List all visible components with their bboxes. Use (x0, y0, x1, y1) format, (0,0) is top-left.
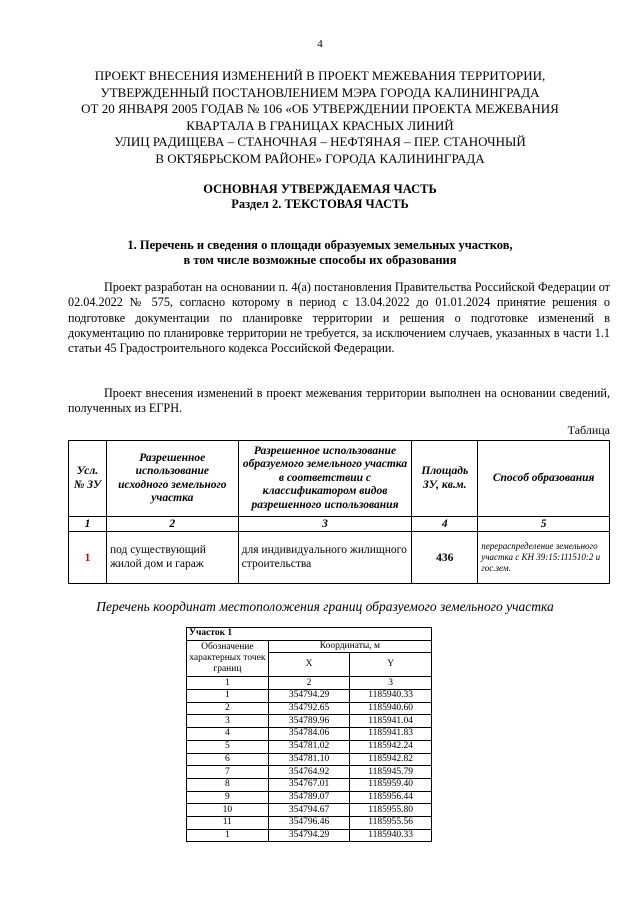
source-use: под существующий жилой дом и гараж (106, 532, 238, 584)
plot-label: Участок 1 (187, 628, 432, 641)
point-number: 1 (187, 690, 269, 703)
coord-x: 354789.96 (268, 715, 350, 728)
table-row (187, 791, 432, 804)
table-row (187, 778, 432, 791)
coord-x: 354767.01 (268, 778, 350, 791)
designation-label: Обозначение характерных точек границ (187, 640, 269, 677)
table-row (187, 740, 432, 753)
header-new-use: Разрешенное использование образуемого земельного участка в соответствии с классификатором видов разрешенного использования (238, 441, 412, 517)
table-row (187, 728, 432, 741)
coord-x: 354784.06 (268, 728, 350, 741)
coord-y: 1185940.33 (350, 690, 432, 703)
point-number: 7 (187, 766, 269, 779)
coord-x: 354794.29 (268, 829, 350, 842)
table-row (187, 804, 432, 817)
column-number: 3 (350, 677, 432, 690)
new-use: для индивидуального жилищного строительства (238, 532, 412, 584)
table-caption: Таблица (567, 423, 610, 437)
column-number-row (69, 517, 610, 532)
table-row (187, 702, 432, 715)
header-line: ПРОЕКТ ВНЕСЕНИЯ ИЗМЕНЕНИЙ В ПРОЕКТ МЕЖЕВАНИЯ ТЕРРИТОРИИ, (94, 68, 546, 83)
column-number: 2 (268, 677, 350, 690)
header-plot-number: Усл. № ЗУ (69, 441, 107, 517)
column-number: 2 (106, 517, 238, 532)
point-number: 2 (187, 702, 269, 715)
paragraph-egrn (68, 386, 610, 417)
column-number: 3 (238, 517, 412, 532)
header-line: КВАРТАЛА В ГРАНИЦАХ КРАСНЫХ ЛИНИЙ (186, 117, 454, 133)
header-line: УТВЕРЖДЕННЫЙ ПОСТАНОВЛЕНИЕМ МЭРА ГОРОДА КАЛИНИНГРАДА (100, 84, 540, 100)
column-number: 4 (412, 517, 478, 532)
document-header (40, 68, 600, 167)
land-plots-table (68, 440, 610, 584)
coordinates-table (186, 627, 432, 842)
coordinates-title: Перечень координат местоположения границ образуемого земельного участка (96, 599, 554, 614)
coord-x: 354796.46 (268, 816, 350, 829)
table-row (187, 829, 432, 842)
subsection-title-line: 1. Перечень и сведения о площади образуемых земельных участков, (127, 238, 513, 252)
coord-y: 1185940.33 (350, 829, 432, 842)
table-row (187, 715, 432, 728)
page-number: 4 (317, 38, 323, 50)
coord-y: 1185941.83 (350, 728, 432, 741)
subsection-title (70, 238, 570, 268)
header-source-use: Разрешенное использование исходного земельного участка (106, 441, 238, 517)
paragraph-text: Проект внесения изменений в проект межевания территории выполнен на основании сведений, полученных из ЕГРН. (68, 386, 610, 416)
coord-y: 1185941.04 (350, 715, 432, 728)
column-number: 1 (187, 677, 269, 690)
coord-y: 1185942.24 (350, 740, 432, 753)
part-title: ОСНОВНАЯ УТВЕРЖДАЕМАЯ ЧАСТЬ (203, 182, 437, 196)
paragraph-basis (68, 280, 610, 356)
coord-x: 354781.02 (268, 740, 350, 753)
coord-y: 1185959.40 (350, 778, 432, 791)
header-area: Площадь ЗУ, кв.м. (412, 441, 478, 517)
table-row (187, 766, 432, 779)
header-line: ОТ 20 ЯНВАРЯ 2005 ГОДАВ № 106 «ОБ УТВЕРЖДЕНИИ ПРОЕКТА МЕЖЕВАНИЯ (81, 101, 559, 116)
point-number: 3 (187, 715, 269, 728)
column-number: 1 (69, 517, 107, 532)
coord-x: 354794.67 (268, 804, 350, 817)
x-label: X (268, 653, 350, 677)
section-title: Раздел 2. ТЕКСТОВАЯ ЧАСТЬ (231, 197, 409, 211)
coord-x: 354792.65 (268, 702, 350, 715)
coord-x: 354789.07 (268, 791, 350, 804)
coordinates-label: Координаты, м (268, 640, 431, 653)
point-number: 4 (187, 728, 269, 741)
formation-method: перераспределение земельного участка с КН 39:15:111510:2 и гос.зем. (478, 532, 610, 584)
header-method: Способ образования (478, 441, 610, 517)
y-label: Y (350, 653, 432, 677)
coord-y: 1185955.56 (350, 816, 432, 829)
point-number: 1 (187, 829, 269, 842)
header-line: УЛИЦ РАДИЩЕВА – СТАНОЧНАЯ – НЕФТЯНАЯ – ПЕР. СТАНОЧНЫЙ (114, 134, 526, 149)
table-row (69, 532, 610, 584)
coord-x: 354794.29 (268, 690, 350, 703)
coord-y: 1185942.82 (350, 753, 432, 766)
point-number: 11 (187, 816, 269, 829)
point-number: 5 (187, 740, 269, 753)
coord-y: 1185955.80 (350, 804, 432, 817)
coord-x: 354781.10 (268, 753, 350, 766)
plot-area: 436 (412, 532, 478, 584)
coord-y: 1185956.44 (350, 791, 432, 804)
table-row (187, 816, 432, 829)
paragraph-text: Проект разработан на основании п. 4(а) постановления Правительства Российской Федерации от 02.04.2022 № 575, согласно которому в период с 13.04.2022 до 01.01.2024 принятие решения о подготовке документации по планировке территории и решения о подготовке изменений в документацию по планировке территории не требуется, за исключением случаев, указанных в части 1.1 статьи 45 Градостроительного кодекса Российской Федерации. (68, 280, 610, 356)
plot-number: 1 (69, 532, 107, 584)
point-number: 6 (187, 753, 269, 766)
header-line: В ОКТЯБРЬСКОМ РАЙОНЕ» ГОРОДА КАЛИНИНГРАДА (155, 150, 485, 166)
table-row (187, 753, 432, 766)
point-number: 8 (187, 778, 269, 791)
part-title-block (40, 182, 600, 212)
coord-x: 354764.92 (268, 766, 350, 779)
table-row (187, 690, 432, 703)
coord-y: 1185940.60 (350, 702, 432, 715)
subsection-title-line: в том числе возможные способы их образования (183, 253, 457, 267)
point-number: 9 (187, 791, 269, 804)
point-number: 10 (187, 804, 269, 817)
column-number: 5 (478, 517, 610, 532)
coord-y: 1185945.79 (350, 766, 432, 779)
